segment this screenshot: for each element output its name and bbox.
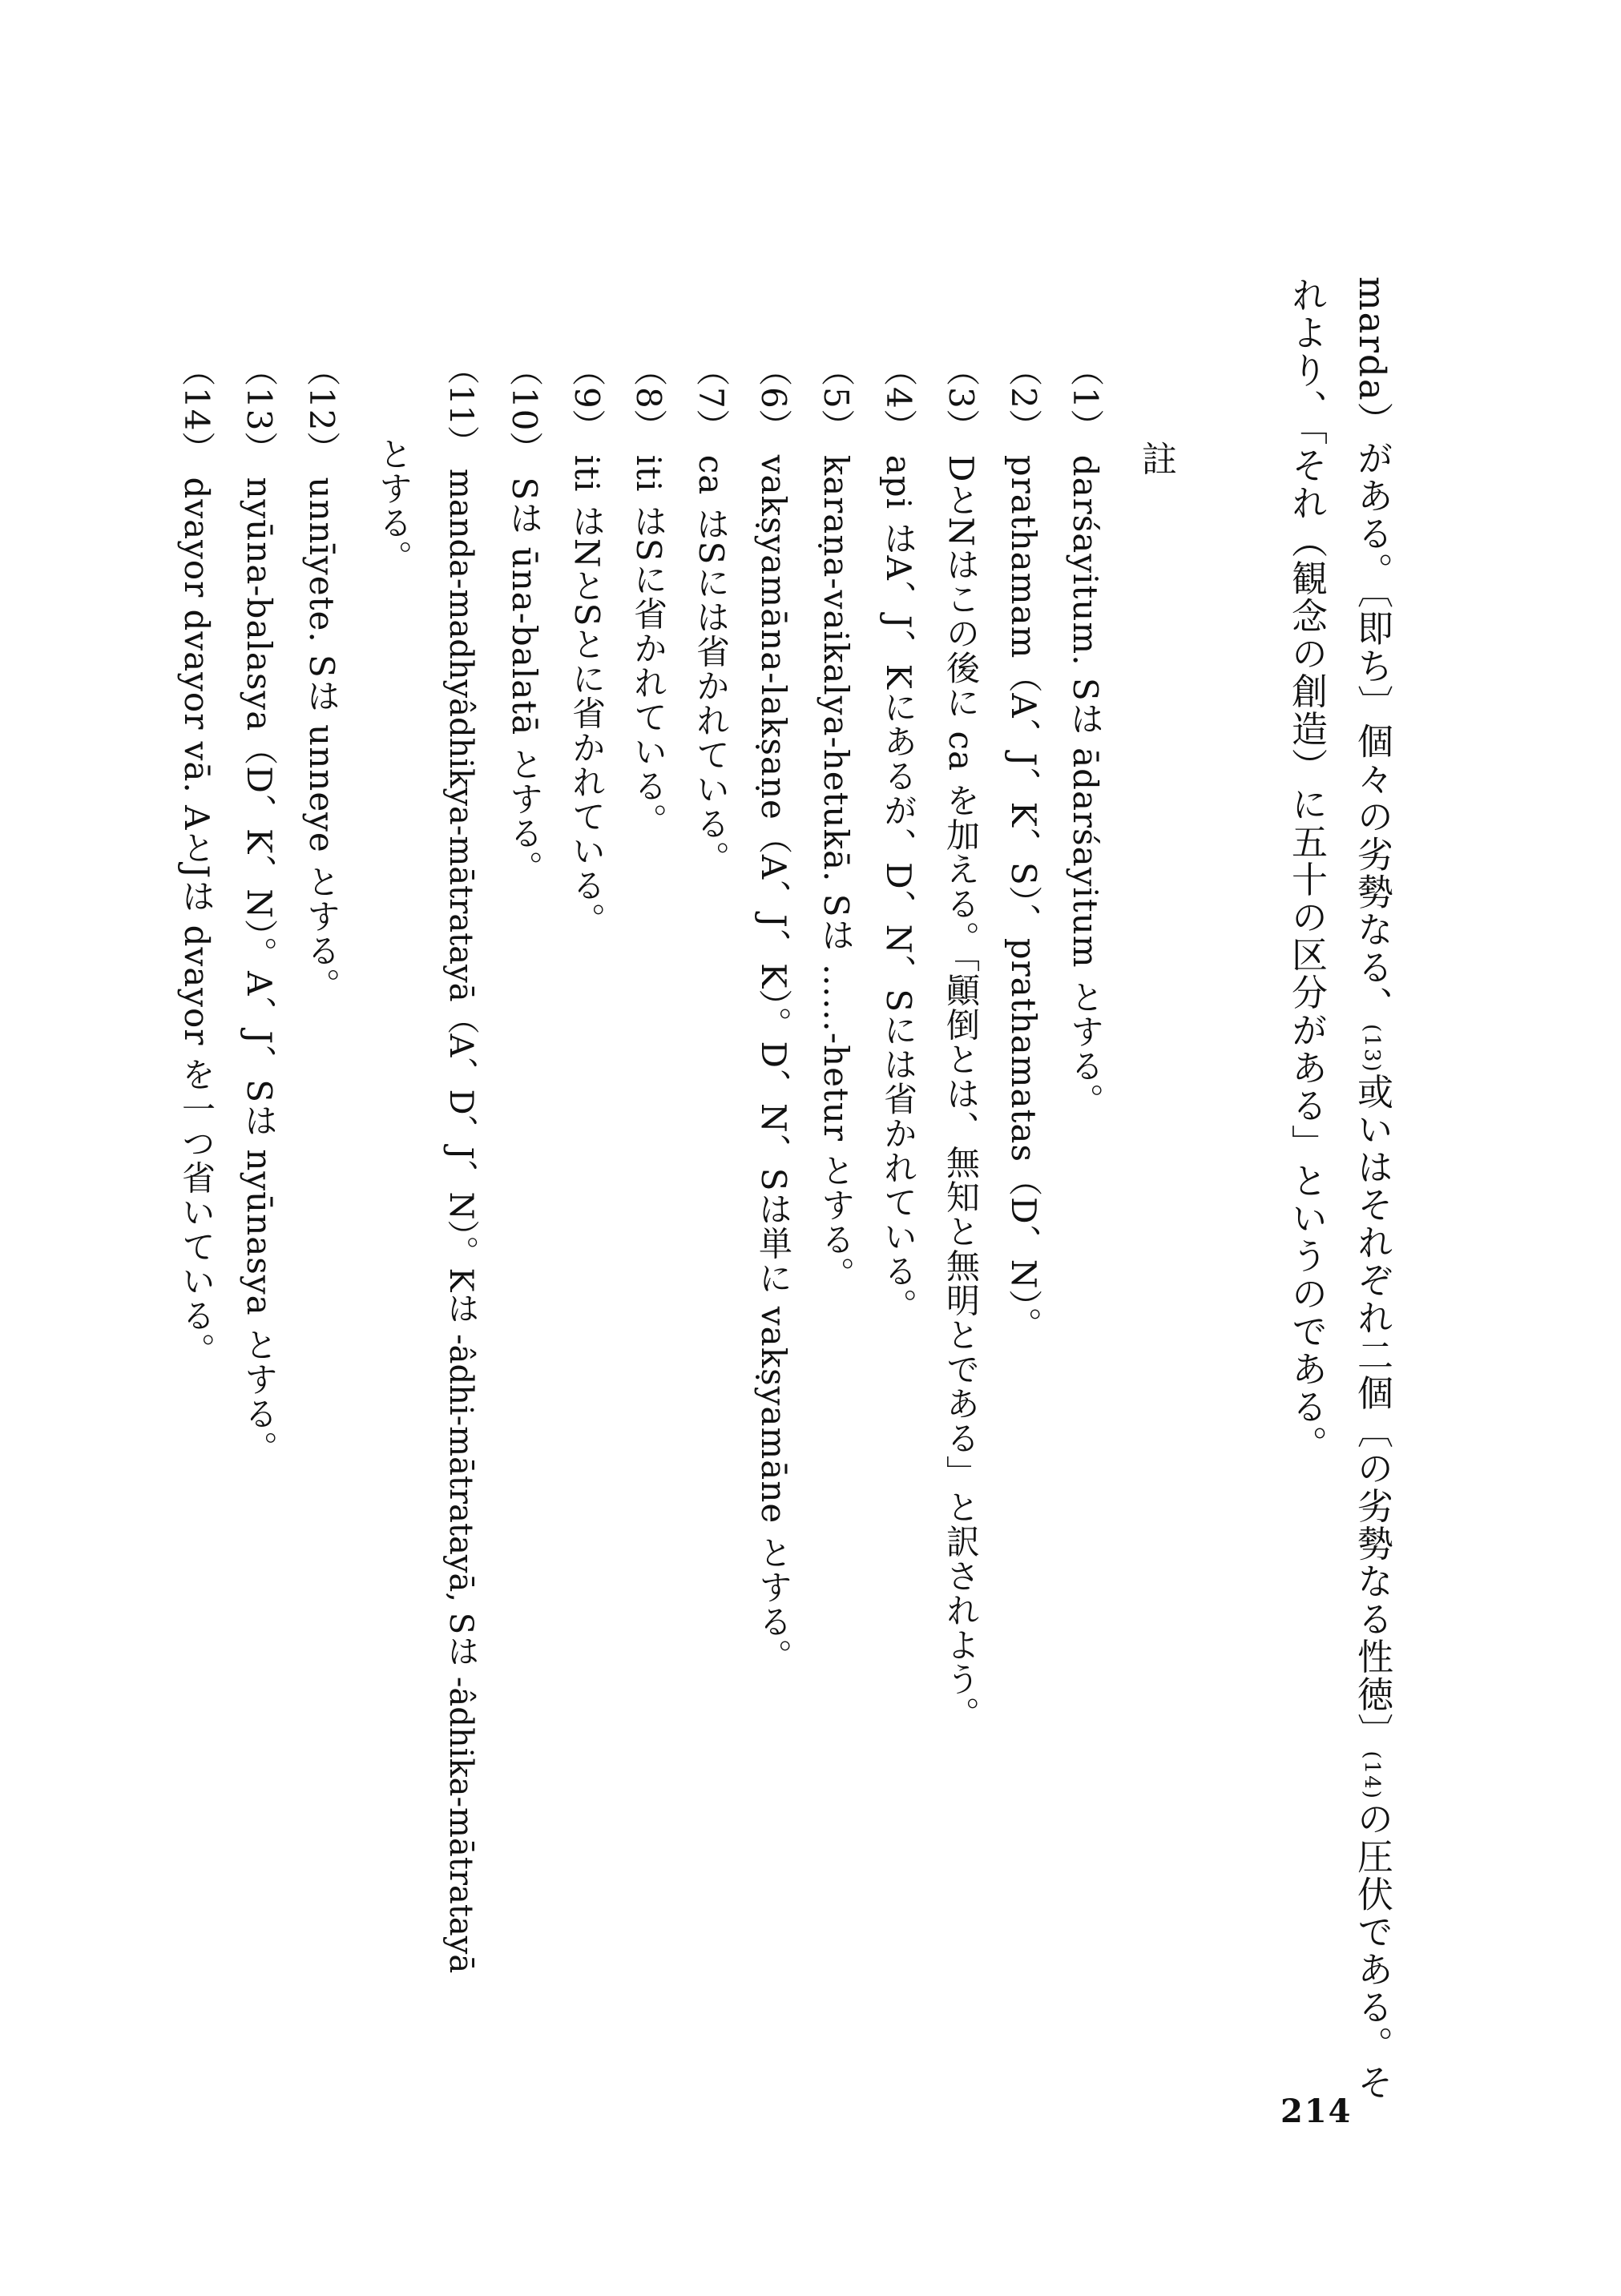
note-text: prathamam（A、J、K、S）、prathamatas（D、N）。 [1004, 454, 1043, 1342]
note-14 [177, 352, 216, 1368]
note-number: （8） [629, 352, 668, 444]
note-7 [692, 352, 731, 876]
note-10 [505, 352, 544, 885]
note-11-continuation [374, 437, 413, 574]
note-text: unnīyete. Sは unneye とする。 [302, 477, 341, 1003]
note-number: （14） [177, 352, 216, 466]
note-text: Sは ūna-balatā とする。 [505, 477, 544, 885]
note-number: （6） [754, 352, 793, 444]
note-11 [442, 352, 479, 1974]
note-text: manda-madhyâdhikya-mātratayā（A、D、J、N）。Kは -âdhi-mātratayā, Sは -âdhika-mātratayā [442, 468, 479, 1974]
main-text-line-2: れより、「それ（観念の創造）に五十の区分がある」というのである。 [1285, 276, 1328, 1464]
note-text: api はA、J、Kにあるが、D、N、Sには省かれている。 [879, 454, 918, 1323]
main-text-line-1 [1351, 276, 1393, 2101]
note-text: iti はSに省かれている。 [629, 454, 668, 838]
note-text: darśayitum. Sは ādarśayitum とする。 [1066, 454, 1105, 1118]
note-9 [567, 352, 607, 937]
footnote-ref-14: (14) [1360, 1750, 1384, 1800]
note-text: とする。 [374, 437, 413, 574]
note-number: （12） [302, 352, 341, 466]
note-number: （5） [817, 352, 856, 444]
note-2 [1004, 352, 1043, 1342]
note-number: （1） [1066, 352, 1105, 444]
note-number: （4） [879, 352, 918, 444]
note-number: （11） [442, 352, 479, 457]
note-8 [629, 352, 668, 838]
main-text-segment: の圧伏である。そ [1351, 1799, 1393, 2101]
note-text: nyūna-balasya（D、K、N）。A、J、Sは nyūnasya とする。 [240, 477, 279, 1465]
note-number: （13） [240, 352, 279, 466]
footnote-ref-13: (13) [1360, 1024, 1384, 1073]
note-text: ca はSには省かれている。 [692, 454, 731, 876]
note-number: （2） [1004, 352, 1043, 444]
note-number: （10） [505, 352, 544, 466]
note-1 [1066, 352, 1105, 1118]
note-number: （9） [567, 352, 607, 444]
note-13 [240, 352, 279, 1465]
note-3 [942, 352, 981, 1731]
note-number: （3） [942, 352, 981, 444]
note-text: karaṇa-vaikalya-hetukā. Sは ……-hetur とする。 [817, 454, 856, 1291]
page-number: 214 [1280, 2093, 1353, 2130]
note-12 [302, 352, 341, 1003]
note-number: （7） [692, 352, 731, 444]
note-5 [817, 352, 856, 1291]
main-text-segment: 或いはそれぞれ二個〔の劣勢なる性徳〕 [1351, 1073, 1393, 1751]
note-text: iti はNとSとに省かれている。 [567, 454, 607, 937]
main-text-segment: marda）がある。〔即ち〕個々の劣勢なる、 [1351, 276, 1393, 1025]
note-text: vakṣyamāna-lakṣaṇe（A、J、K）。D、N、Sは単に vakṣyamāne とする。 [754, 454, 793, 1674]
note-6 [754, 352, 793, 1674]
note-4 [879, 352, 918, 1323]
note-text: DとNはこの後に ca を加える。「顚倒とは、無知と無明とである」と訳されよう。 [942, 454, 981, 1731]
note-text: dvayor dvayor vā. AとJは dvayor を一つ省いている。 [177, 477, 216, 1368]
notes-heading: 註 [1135, 441, 1176, 477]
